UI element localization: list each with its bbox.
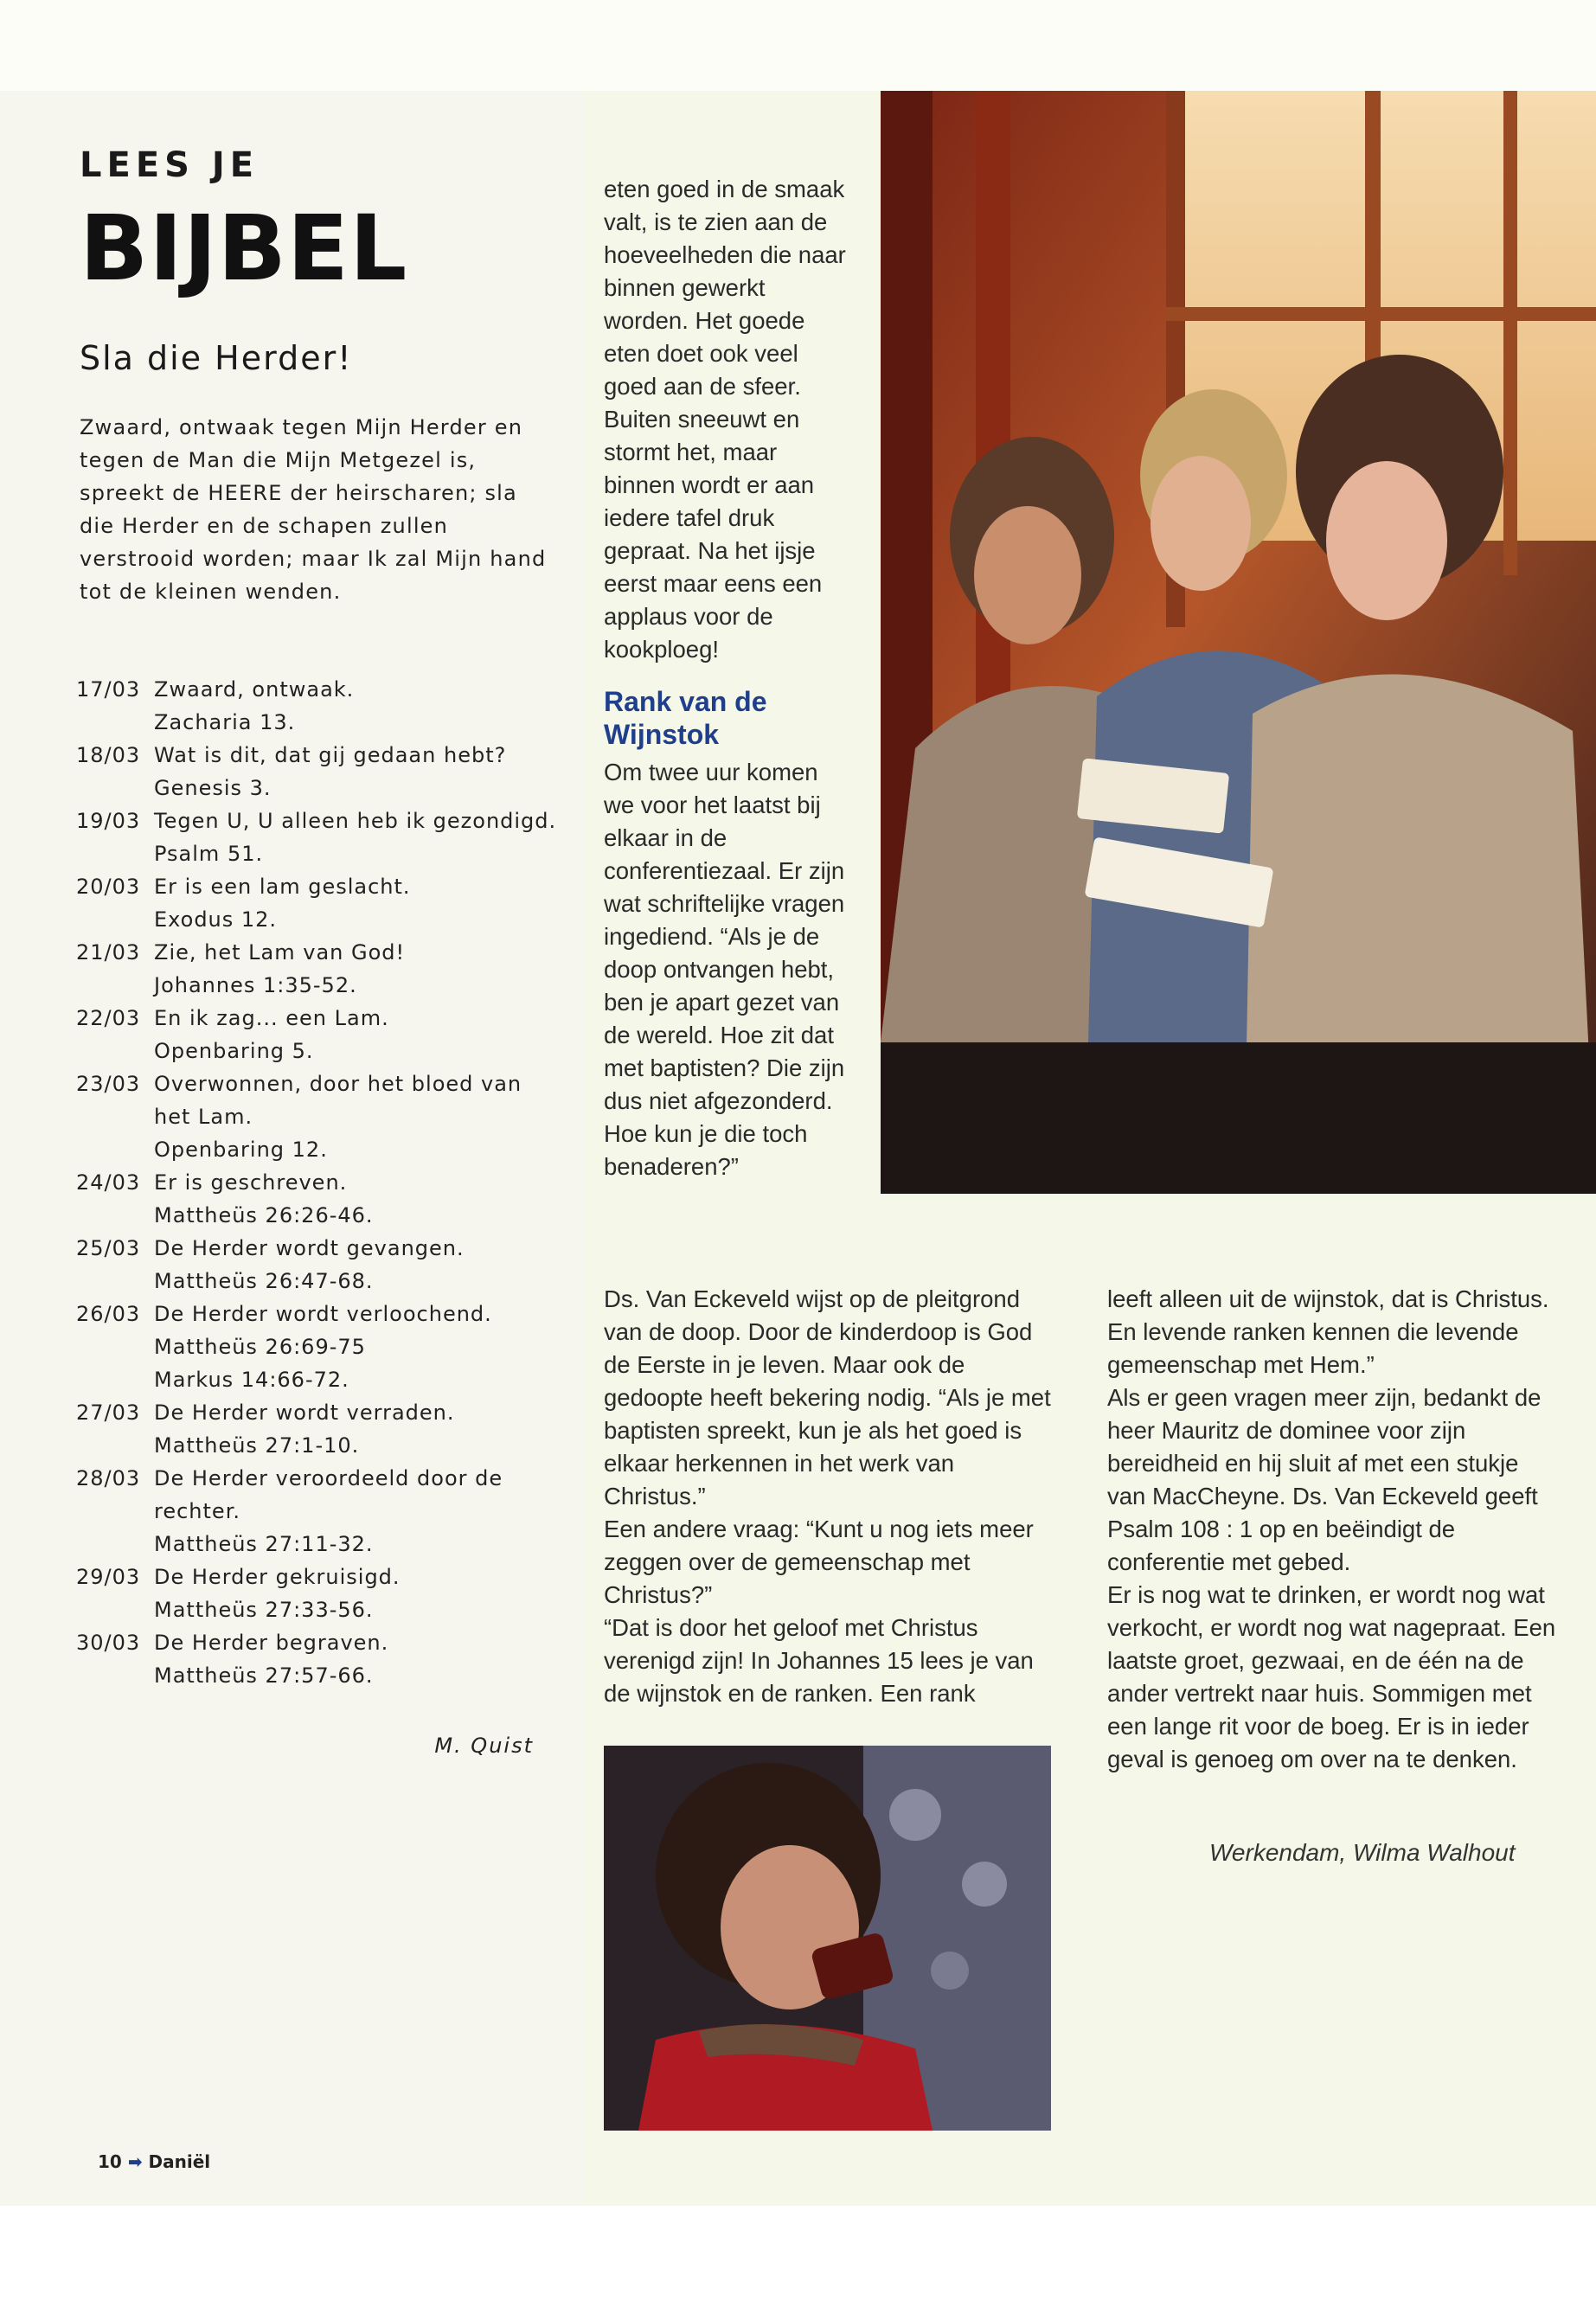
reading-text: Er is een lam geslacht.: [154, 875, 411, 899]
section-subtitle: Sla die Herder!: [80, 339, 353, 377]
reading-text: Zwaard, ontwaak.: [154, 677, 355, 702]
reading-ref: Openbaring 12.: [154, 1138, 328, 1162]
section-title: BIJBEL: [80, 195, 408, 301]
reading-date: 21/03: [76, 940, 141, 965]
reading-date: 27/03: [76, 1400, 141, 1425]
reading-item: [76, 1396, 561, 1462]
reading-date: 30/03: [76, 1631, 141, 1655]
reading-ref: Mattheüs 26:26-46.: [154, 1203, 374, 1227]
reading-text: De Herder begraven.: [154, 1631, 389, 1655]
reading-item: [76, 1002, 561, 1067]
reading-item: [76, 1166, 561, 1232]
reading-ref: Zacharia 13.: [154, 710, 296, 734]
reading-item: [76, 1232, 561, 1298]
reading-date: 22/03: [76, 1006, 141, 1030]
reading-ref: Mattheüs 27:11-32.: [154, 1532, 374, 1556]
reading-text: Overwonnen, door het bloed van het Lam.: [154, 1072, 522, 1129]
reading-ref: Exodus 12.: [154, 907, 278, 932]
page-footer: [98, 2151, 210, 2172]
reading-date: 23/03: [76, 1072, 141, 1096]
reading-ref: Psalm 51.: [154, 842, 264, 866]
woman-drinking-image: [604, 1746, 1051, 2131]
article-column-3: [1107, 1283, 1557, 1776]
reading-ref: Mattheüs 26:47-68.: [154, 1269, 374, 1293]
reading-item: [76, 1298, 561, 1396]
reading-date: 19/03: [76, 809, 141, 833]
reading-item: [76, 804, 561, 870]
reading-date: 26/03: [76, 1302, 141, 1326]
reading-text: De Herder wordt gevangen.: [154, 1236, 465, 1260]
reading-item: [76, 1561, 561, 1626]
reading-ref: Genesis 3.: [154, 776, 272, 800]
reading-ref: Mattheüs 26:69-75: [154, 1335, 366, 1359]
reading-date: 18/03: [76, 743, 141, 767]
reading-date: 24/03: [76, 1170, 141, 1195]
reading-text: De Herder wordt verraden.: [154, 1400, 455, 1425]
article-paragraph: eten goed in de smaak valt, is te zien aan de hoeveelheden die naar binnen gewerkt worden. Het goede eten doet ook veel goed aan de sfeer. Buiten sneeuwt en stormt het, maar binnen wordt er aan iedere tafel druk gepraat. Na het ijsje eerst maar eens een applaus voor de kookploeg!: [604, 176, 846, 663]
section-kicker: LEES JE: [80, 145, 260, 185]
reading-ref: Markus 14:66-72.: [154, 1368, 349, 1392]
article-paragraph: Er is nog wat te drinken, er wordt nog wat verkocht, er wordt nog wat nagepraat. Een laatste groet, gezwaai, en de één na de ander vertrekt naar huis. Sommigen met een lange rit voor de boeg. Er is in ieder geval is genoeg om over na te denken.: [1107, 1581, 1556, 1772]
magazine-name: Daniël: [148, 2151, 211, 2172]
article-column-1: [604, 173, 855, 1183]
intro-verse: Zwaard, ontwaak tegen Mijn Herder en tegen de Man die Mijn Metgezel is, spreekt de HEERE der heirscharen; sla die Herder en de schapen zullen verstrooid worden; maar Ik zal Mijn hand tot de kleinen wenden.: [80, 415, 547, 604]
reading-date: 25/03: [76, 1236, 141, 1260]
reading-item: [76, 1067, 561, 1166]
reading-ref: Mattheüs 27:57-66.: [154, 1663, 374, 1688]
reading-date: 28/03: [76, 1466, 141, 1490]
reading-text: Zie, het Lam van God!: [154, 940, 406, 965]
reading-item: [76, 673, 561, 739]
arrow-icon: ➡: [127, 2151, 143, 2172]
drinking-photo: [604, 1746, 1051, 2131]
reading-text: Wat is dit, dat gij gedaan hebt?: [154, 743, 507, 767]
article-paragraph: Om twee uur komen we voor het laatst bij elkaar in de conferentiezaal. Er zijn wat schriftelijke vragen ingediend. “Als je de doop ontvangen hebt, ben je apart gezet van de wereld. Hoe zit dat met baptisten? Die zijn dus niet afgezonderd. Hoe kun je die toch benaderen?”: [604, 759, 845, 1180]
reading-item: [76, 1626, 561, 1692]
reading-text: De Herder veroordeeld door de rechter.: [154, 1466, 503, 1523]
reading-ref: Mattheüs 27:33-56.: [154, 1598, 374, 1622]
reading-item: [76, 870, 561, 936]
reading-item: [76, 936, 561, 1002]
article-signature: Werkendam, Wilma Walhout: [1209, 1839, 1516, 1866]
reading-ref: Openbaring 5.: [154, 1039, 314, 1063]
reading-item: [76, 1462, 561, 1561]
reading-ref: Mattheüs 27:1-10.: [154, 1433, 360, 1458]
article-paragraph: Als er geen vragen meer zijn, bedankt de heer Mauritz de dominee voor zijn bereidheid en hij sluit af met een stukje van MacCheyne. Ds. Van Eckeveld geeft Psalm 108 : 1 op en beëindigt de conferentie met gebed.: [1107, 1384, 1542, 1575]
article-paragraph: “Dat is door het geloof met Christus verenigd zijn! In Johannes 15 lees je van de wijnstok en de ranken. Een rank: [604, 1614, 1034, 1707]
reading-text: Er is geschreven.: [154, 1170, 348, 1195]
article-subheading: Rank van de Wijnstok: [604, 686, 767, 750]
reading-item: [76, 739, 561, 804]
reading-ref: Johannes 1:35-52.: [154, 973, 357, 997]
article-paragraph: Ds. Van Eckeveld wijst op de pleitgrond van de doop. Door de kinderdoop is God de Eerste in je leven. Maar ook de gedoopte heeft bekering nodig. “Als je met baptisten spreekt, kun je als het goed is elkaar herkennen in het werk van Christus.”: [604, 1285, 1051, 1509]
reading-date: 20/03: [76, 875, 141, 899]
reading-text: De Herder wordt verloochend.: [154, 1302, 492, 1326]
reading-text: De Herder gekruisigd.: [154, 1565, 401, 1589]
reading-schedule: [76, 673, 561, 1692]
conference-photo: [881, 91, 1596, 1194]
reading-text: En ik zag... een Lam.: [154, 1006, 389, 1030]
article-paragraph: leeft alleen uit de wijnstok, dat is Christus. En levende ranken kennen die levende gemeenschap met Hem.”: [1107, 1285, 1549, 1378]
article-paragraph: Een andere vraag: “Kunt u nog iets meer zeggen over de gemeenschap met Christus?”: [604, 1516, 1034, 1608]
page-number: 10: [98, 2151, 122, 2172]
byline: M. Quist: [434, 1734, 534, 1758]
women-reading-image: [881, 91, 1596, 1194]
reading-date: 17/03: [76, 677, 141, 702]
article-column-2: [604, 1283, 1054, 1710]
reading-date: 29/03: [76, 1565, 141, 1589]
reading-text: Tegen U, U alleen heb ik gezondigd.: [154, 809, 557, 833]
